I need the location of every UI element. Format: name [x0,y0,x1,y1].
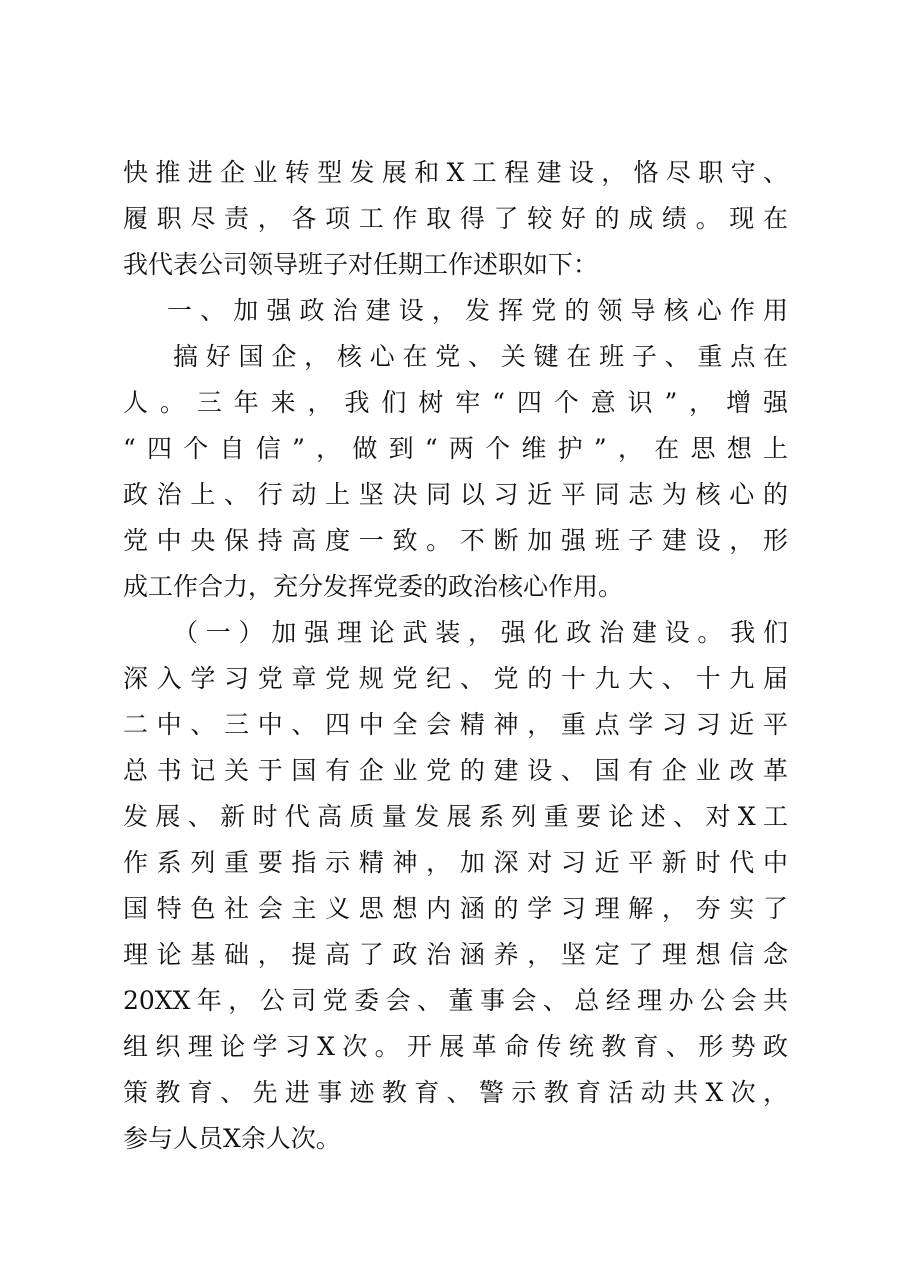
text-line: 履职尽责，各项工作取得了较好的成绩。现在 [123,204,788,233]
text-line: 总书记关于国有企业党的建设、国有企业改革 [123,756,788,785]
text-line: 我代表公司领导班子对任期工作述职如下： [123,250,599,279]
text-line: 政治上、行动上坚决同以习近平同志为核心的 [123,480,788,509]
text-line: 参与人员X余人次。 [123,1124,341,1153]
text-line: 发展、新时代高质量发展系列重要论述、对X工 [123,802,788,831]
text-line: 策教育、先进事迹教育、警示教育活动共X次， [123,1078,788,1107]
text-line: 20XX年，公司党委会、董事会、总经理办公会共 [123,986,788,1015]
text-line: 二中、三中、四中全会精神，重点学习习近平 [123,710,788,739]
text-line: 国特色社会主义思想内涵的学习理解，夯实了 [123,894,788,923]
text-line: 理论基础，提高了政治涵养，坚定了理想信念 [123,940,788,969]
text-line: 快推进企业转型发展和X工程建设，恪尽职守、 [123,158,788,187]
text-line: 搞好国企，核心在党、关键在班子、重点在 [173,342,788,371]
text-line: 组织理论学习X次。开展革命传统教育、形势政 [123,1032,788,1061]
text-line: 深入学习党章党规党纪、党的十九大、十九届 [123,664,788,693]
text-line: 党中央保持高度一致。不断加强班子建设，形 [123,526,788,555]
text-line: “四个自信”，做到“两个维护”，在思想上 [123,434,788,463]
text-line: 人。三年来，我们树牢“四个意识”，增强 [123,388,788,417]
document-body [123,150,788,1162]
text-line: 成工作合力，充分发挥党委的政治核心作用。 [123,572,624,601]
section-heading: 一、加强政治建设，发挥党的领导核心作用 [167,296,788,325]
text-line: 作系列重要指示精神，加深对习近平新时代中 [123,848,788,877]
subsection-heading-line: （一）加强理论武装，强化政治建设。我们 [173,618,788,647]
